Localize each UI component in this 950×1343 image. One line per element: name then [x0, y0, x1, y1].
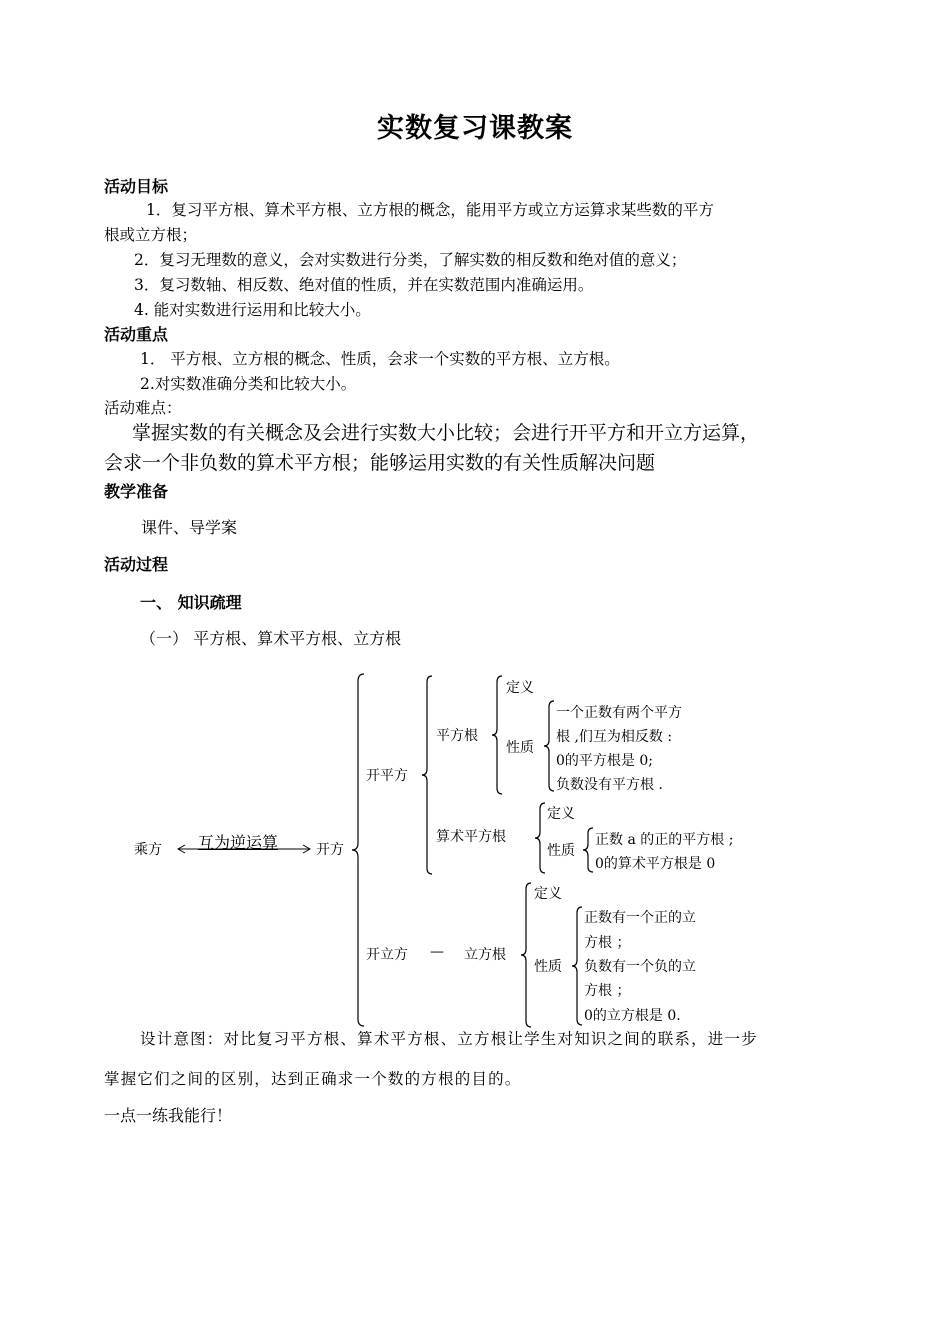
cb-prop-2: 方根 ； — [584, 935, 631, 951]
key-point-1: 1． 平方根、立方根的概念、性质，会求一个实数的平方根、立方根。 — [140, 350, 620, 368]
goal-1: 1．复习平方根、算术平方根、立方根的概念，能用平方或立方运算求某些数的平方 — [146, 201, 714, 219]
cb-prop-3: 负数有一个负的立 — [584, 959, 696, 975]
goal-4: 4. 能对实数进行运用和比较大小。 — [134, 301, 371, 319]
sq-property: 性质 — [506, 740, 534, 756]
brace-main — [350, 673, 366, 1028]
double-arrow-icon — [175, 842, 315, 856]
cb-prop-1: 正数有一个正的立 — [584, 910, 696, 926]
goal-3: 3．复习数轴、相反数、绝对值的性质，并在实数范围内准确运用。 — [134, 276, 594, 294]
cb-property: 性质 — [534, 959, 562, 975]
prep-text: 课件、导学案 — [141, 518, 238, 537]
ar-property: 性质 — [547, 843, 575, 859]
cb-prop-4: 方根 ； — [584, 983, 631, 999]
diagram-square-root-op: 开平方 — [366, 768, 408, 784]
brace-cb-props — [570, 906, 584, 1026]
sq-prop-2: 根 ,们互为相反数 : — [556, 729, 673, 745]
brace-arith-root — [533, 802, 547, 874]
prep-heading: 教学准备 — [104, 482, 169, 501]
brace-square-op — [420, 675, 434, 875]
process-heading: 活动过程 — [104, 555, 169, 574]
goal-2: 2．复习无理数的意义，会对实数进行分类，了解实数的相反数和绝对值的意义； — [134, 251, 687, 269]
part1-heading: 一、 知识疏理 — [140, 593, 242, 612]
diagram-square-root: 平方根 — [436, 728, 478, 744]
cb-prop-5: 0的立方根是 0. — [584, 1008, 681, 1024]
diagram-power: 乘方 — [134, 842, 162, 858]
practice-line: 一点一练我能行！ — [104, 1106, 233, 1125]
sq-prop-1: 一个正数有两个平方 — [556, 705, 682, 721]
design-intent-1: 设计意图：对比复习平方根、算术平方根、立方根让学生对知识之间的联系，进一步 — [140, 1030, 758, 1048]
diagram-cube-root: 立方根 — [464, 947, 506, 963]
sq-prop-4: 负数没有平方根 . — [556, 777, 663, 793]
page-title: 实数复习课教案 — [377, 113, 573, 144]
brace-cube-root — [519, 882, 533, 1028]
brace-square-root — [490, 675, 504, 795]
diagram-cube-root-op: 开立方 — [366, 947, 408, 963]
sq-prop-3: 0的平方根是 0; — [556, 753, 653, 769]
difficulty-line-2: 会求一个非负数的算术平方根；能够运用实数的有关性质解决问题 — [104, 452, 656, 474]
goals-heading: 活动目标 — [104, 177, 169, 196]
diagram-dash: — — [430, 944, 444, 960]
part1-subheading: （一） 平方根、算术平方根、立方根 — [140, 629, 402, 648]
key-point-2: 2.对实数准确分类和比较大小。 — [140, 375, 357, 393]
sq-definition: 定义 — [506, 680, 534, 696]
cb-definition: 定义 — [534, 886, 562, 902]
diagram-arith-root: 算术平方根 — [436, 829, 506, 845]
ar-prop-2: 0的算术平方根是 0 — [595, 856, 716, 872]
diagram-root-extraction: 开方 — [316, 842, 344, 858]
brace-sq-props — [542, 700, 556, 792]
design-intent-2: 掌握它们之间的区别，达到正确求一个数的方根的目的。 — [104, 1070, 522, 1088]
key-heading: 活动重点 — [104, 325, 169, 344]
brace-ar-props — [581, 827, 595, 873]
difficulty-heading: 活动难点： — [104, 399, 182, 417]
difficulty-line-1: 掌握实数的有关概念及会进行实数大小比较；会进行开平方和开立方运算， — [132, 422, 760, 444]
goal-1-cont: 根或立方根； — [104, 226, 198, 244]
diagram-arrow-label: 互为逆运算 — [198, 833, 279, 852]
ar-definition: 定义 — [547, 806, 575, 822]
ar-prop-1: 正数 a 的正的平方根 ; — [595, 832, 734, 848]
